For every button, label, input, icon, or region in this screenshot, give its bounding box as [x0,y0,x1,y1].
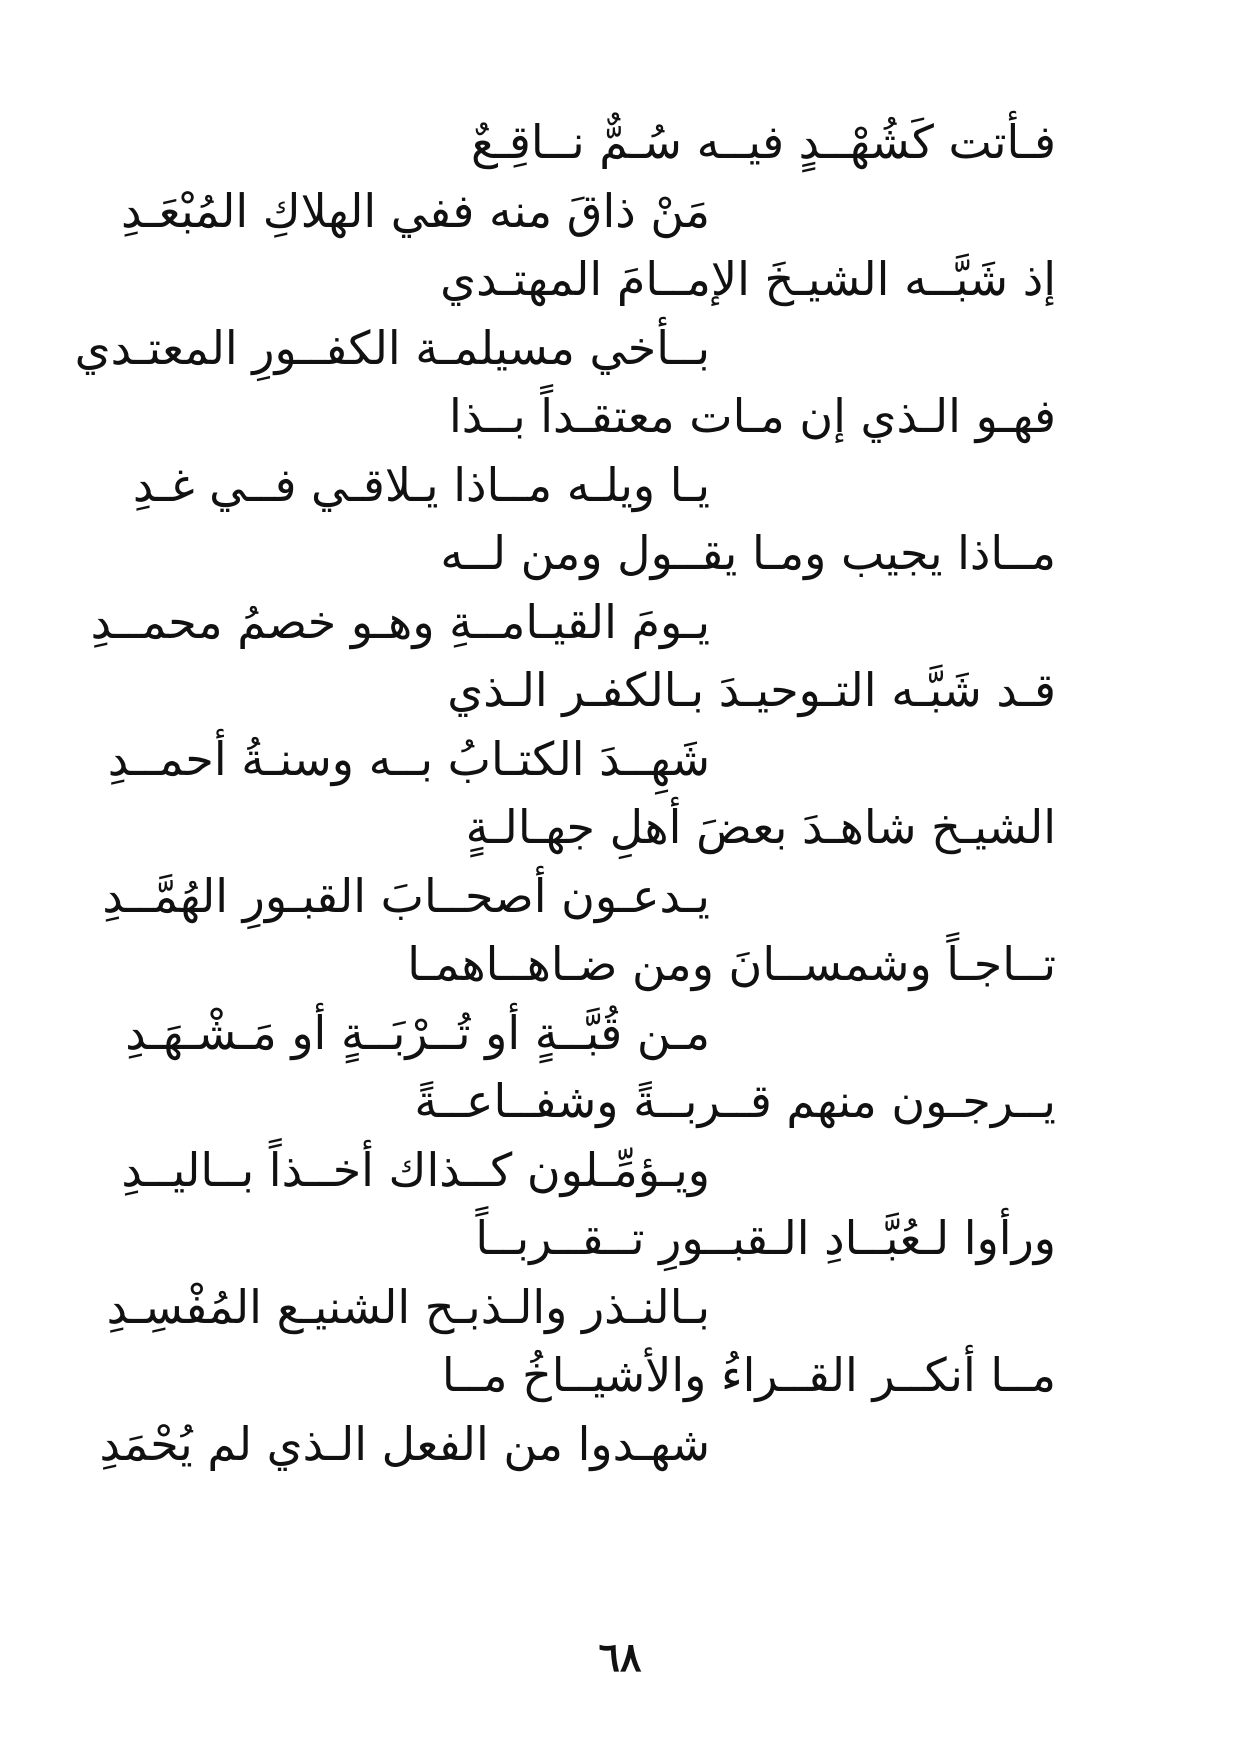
verse-first-hemistich: يــرجـون منهم قــربــةً وشفــاعــةً [414,1074,1056,1128]
verse-first-hemistich: إذ شَبَّــه الشيـخَ الإمــامَ المهتـدي [440,252,1056,306]
verse-second-hemistich: يـا ويلـه مــاذا يـلاقـي فــي غـدِ [132,457,710,512]
verse-first-hemistich: فـأتت كَشُهْــدٍ فيــه سُـمٌّ نــاقِـعٌ [470,115,1056,169]
verse-first-hemistich: ورأوا لـعُبَّــادِ الـقبــورِ تــقــربــاً [475,1211,1056,1265]
verse-first-hemistich: قـد شَبَّـه التـوحيـدَ بـالكفـر الـذي [447,663,1056,717]
verse-second-hemistich: مَنْ ذاقَ منه ففي الهلاكِ المُبْعَـدِ [121,183,710,238]
verse-first-hemistich: مــا أنكــر القــراءُ والأشيــاخُ مــا [441,1348,1056,1402]
verse-second-hemistich: بــأخي مسيلمـة الكفــورِ المعتـدي [74,320,710,375]
verse-first-hemistich: فهـو الـذي إن مـات معتقـداً بــذا [448,389,1056,443]
verse-first-hemistich: تــاجـاً وشمســانَ ومن ضـاهــاهمـا [407,937,1056,991]
verse-first-hemistich: الشيـخ شاهـدَ بعضَ أهلِ جهـالـةٍ [465,800,1056,854]
verse-second-hemistich: مـن قُبَّــةٍ أو تُــرْبَــةٍ أو مَـشْـهَـدِ [125,1005,710,1060]
verse-second-hemistich: شَهِــدَ الكتـابُ بــه وسنـةُ أحمــدِ [107,731,710,786]
verse-second-hemistich: بـالنـذر والـذبـح الشنيـع المُفْسِـدِ [106,1279,710,1334]
verse-second-hemistich: ويـؤمِّـلون كــذاك أخــذاً بــاليــدِ [121,1142,710,1197]
page-number: ٦٨ [598,1634,642,1681]
verse-second-hemistich: يـدعـون أصحــابَ القبـورِ الهُمَّــدِ [102,868,710,923]
verse-first-hemistich: مــاذا يجيب ومـا يقــول ومن لــه [440,526,1056,580]
verse-second-hemistich: شهـدوا من الفعل الـذي لم يُحْمَدِ [99,1416,710,1471]
verse-second-hemistich: يـومَ القيـامــةِ وهـو خصمُ محمــدِ [90,594,710,649]
